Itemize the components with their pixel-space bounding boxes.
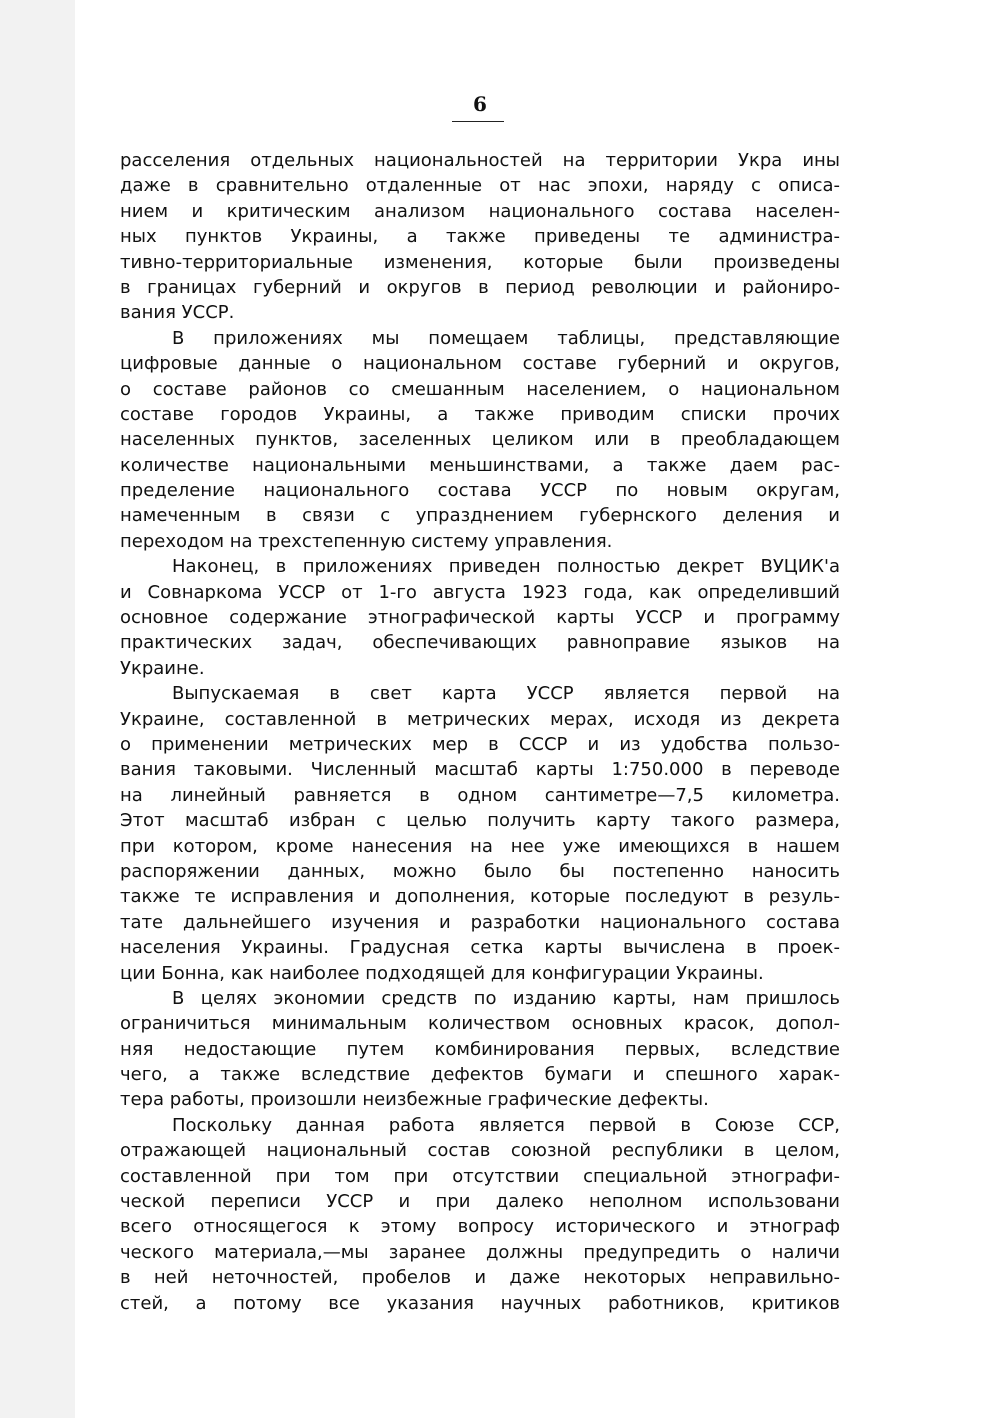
paragraph-first-line: В целях экономии средств по изданию карты, нам пришлось bbox=[172, 987, 840, 1009]
text-line: населения Украины. Градусная сетка карты вычислена в проек- bbox=[120, 937, 840, 959]
text-line: няя недостающие путем комбинирования первых, вследствие bbox=[120, 1038, 840, 1060]
text-line: нием и критическим анализом национального состава населен- bbox=[120, 200, 840, 222]
text-line: цифровые данные о национальном составе губерний и округов, bbox=[120, 353, 840, 375]
text-line: населенных пунктов, заселенных целиком или в преобладающем bbox=[120, 429, 840, 451]
paragraph-first-line: В приложениях мы помещаем таблицы, представляющие bbox=[172, 327, 840, 349]
text-line: тивно-территориальные изменения, которые были произведены bbox=[120, 251, 840, 273]
body-text bbox=[120, 148, 840, 1316]
text-line: также те исправления и дополнения, которые последуют в резуль- bbox=[120, 886, 840, 908]
text-line: составе городов Украины, а также приводим списки прочих bbox=[120, 403, 840, 425]
text-line: вания УССР. bbox=[120, 302, 235, 324]
text-line: о составе районов со смешанным населением, о национальном bbox=[120, 378, 840, 400]
paragraph-first-line: Поскольку данная работа является первой в Союзе ССР, bbox=[172, 1114, 840, 1136]
text-line: пределение национального состава УССР по новым округам, bbox=[120, 480, 840, 502]
text-line: всего относящегося к этому вопросу исторического и этнограф bbox=[120, 1216, 840, 1238]
text-line: отражающей национальный состав союзной республики в целом, bbox=[120, 1140, 840, 1162]
text-line: ции Бонна, как наиболее подходящей для конфигурации Украины. bbox=[120, 962, 764, 984]
page-number: 6 bbox=[473, 92, 487, 116]
page-edge-shadow bbox=[0, 0, 75, 1418]
text-line: Украине, составленной в метрических мерах, исходя из декрета bbox=[120, 708, 840, 730]
text-line: ограничиться минимальным количеством основных красок, допол- bbox=[120, 1013, 840, 1035]
text-line: тера работы, произошли неизбежные графические дефекты. bbox=[120, 1089, 709, 1111]
text-line: и Совнаркома УССР от 1-го августа 1923 года, как определивший bbox=[120, 581, 840, 603]
text-line: намеченным в связи с упразднением губернского деления и bbox=[120, 505, 840, 527]
text-line: ческого материала,—мы заранее должны предупредить о наличи bbox=[120, 1241, 840, 1263]
text-line: в границах губерний и округов в период революции и райониро- bbox=[120, 276, 840, 298]
text-line: ческой переписи УССР и при далеко неполном использовани bbox=[120, 1191, 840, 1213]
text-line: основное содержание этнографической карты УССР и программу bbox=[120, 607, 840, 629]
text-line: даже в сравнительно отдаленные от нас эпохи, наряду с описа- bbox=[120, 175, 840, 197]
page-number-underline bbox=[452, 121, 504, 122]
text-line: количестве национальными меньшинствами, а также даем рас- bbox=[120, 454, 840, 476]
text-line: расселения отдельных национальностей на территории Укра ины bbox=[120, 150, 840, 171]
text-line: вания таковыми. Численный масштаб карты 1:750.000 в переводе bbox=[120, 759, 840, 781]
text-line: тате дальнейшего изучения и разработки национального состава bbox=[120, 911, 840, 933]
text-line: переходом на трехстепенную систему управления. bbox=[120, 530, 613, 552]
paragraph-first-line: Наконец, в приложениях приведен полностью декрет ВУЦИК'а bbox=[172, 556, 840, 578]
text-line: ных пунктов Украины, а также приведены те администра- bbox=[120, 226, 840, 248]
text-line: стей, а потому все указания научных работников, критиков bbox=[120, 1292, 840, 1314]
text-line: на линейный равняется в одном сантиметре—7,5 километра. bbox=[120, 784, 840, 806]
text-line: Украине. bbox=[120, 657, 205, 679]
text-line: распоряжении данных, можно было бы постепенно наносить bbox=[120, 860, 840, 882]
text-line: при котором, кроме нанесения на нее уже имеющихся в нашем bbox=[120, 835, 840, 857]
text-line: практических задач, обеспечивающих равноправие языков на bbox=[120, 632, 840, 654]
text-line: Этот масштаб избран с целью получить карту такого размера, bbox=[120, 810, 840, 832]
paragraph-first-line: Выпускаемая в свет карта УССР является первой на bbox=[172, 683, 840, 705]
text-line: в ней неточностей, пробелов и даже некоторых неправильно- bbox=[120, 1267, 840, 1289]
text-line: чего, а также вследствие дефектов бумаги и спешного харак- bbox=[120, 1064, 840, 1086]
text-line: о применении метрических мер в СССР и из удобства пользо- bbox=[120, 733, 840, 755]
text-line: составленной при том при отсутствии специальной этнографи- bbox=[120, 1165, 840, 1187]
